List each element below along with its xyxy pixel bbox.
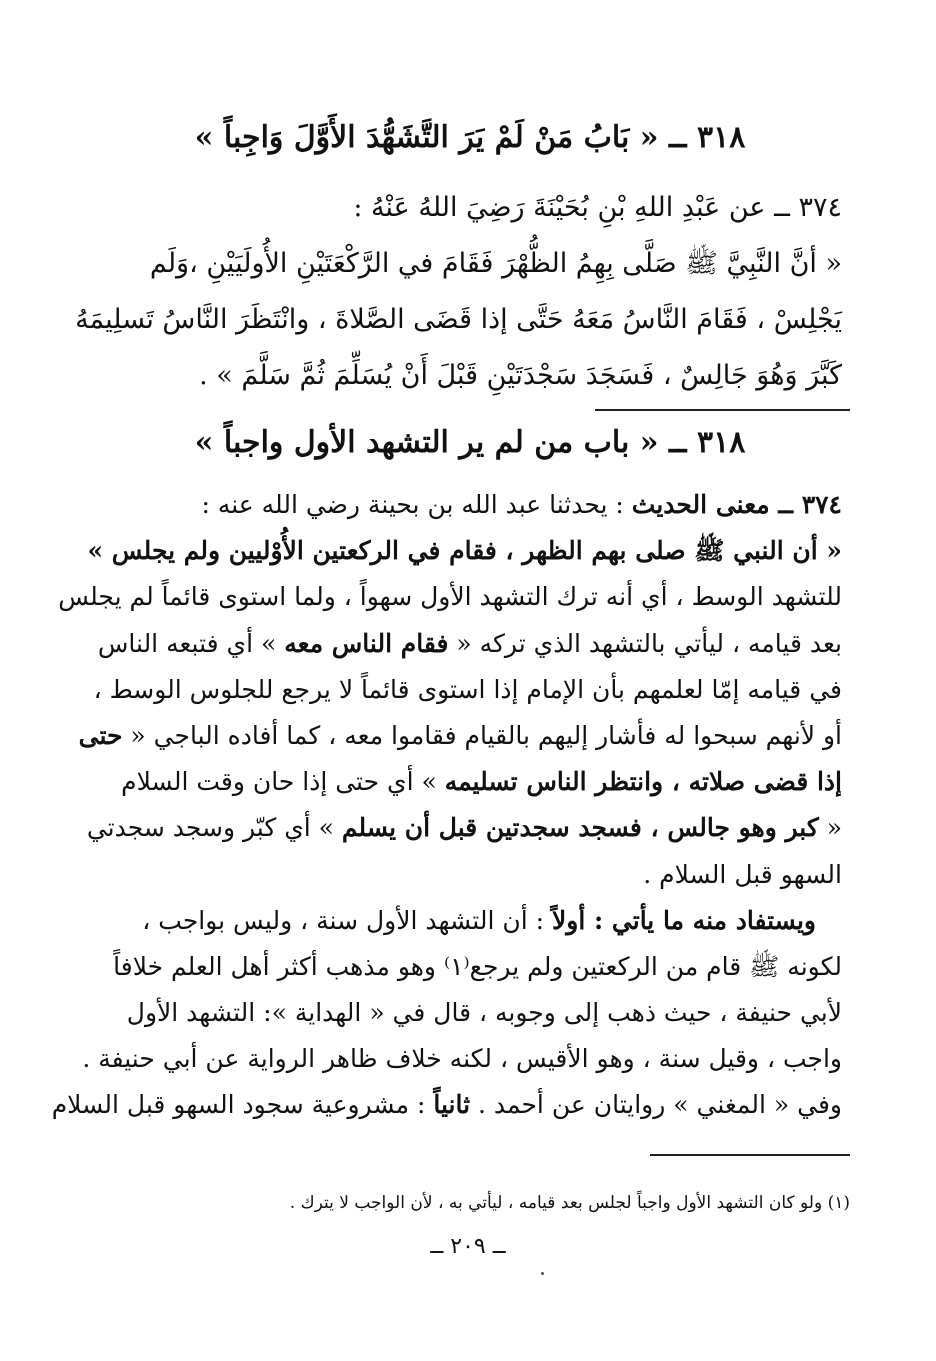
section-divider [595,409,850,411]
page-number: ــ ٢٠٩ ــ [430,1234,506,1259]
hadith-line: ٣٧٤ ــ عن عَبْدِ اللهِ بْنِ بُحَيْنَةَ رَضِيَ اللهُ عَنْهُ : [353,192,842,223]
hadith-line: « أنَّ النَّبِيَّ ﷺ صَلَّى بِهِمُ الظُّهْرَ فَقَامَ في الرَّكْعَتَيْنِ الأُولَيَيْنِ ،وَلَم [149,248,842,279]
footnote-divider [650,1154,850,1156]
commentary-line: لكونه ﷺ قام من الركعتين ولم يرجع⁽١⁾ وهو مذهب أكثر أهل العلم خلافاً [113,951,842,981]
commentary-line: واجب ، وقيل سنة ، وهو الأقيس ، لكنه خلاف ظاهر الرواية عن أبي حنيفة . [82,1044,842,1074]
scan-speck [541,1272,544,1275]
commentary-line: في قيامه إمّا لعلمهم بأن الإمام إذا استوى قائماً لا يرجع للجلوس الوسط ، [93,674,842,704]
commentary-line: ٣٧٤ ــ معنى الحديث : يحدثنا عبد الله بن بحينة رضي الله عنه : [201,490,842,519]
commentary-subheading: ٣٧٤ ــ معنى الحديث [631,490,842,519]
commentary-text [51,482,842,1129]
hadith-line: يَجْلِسْ ، فَقَامَ النَّاسُ مَعَهُ حَتَّى إذا قَضَى الصَّلاةَ ، وانْتَظَرَ النَّاسُ تَسلِيمَهُ [75,304,842,335]
chapter-heading-plain: ٣١٨ ــ « باب من لم ير التشهد الأول واجباً » [194,425,746,460]
commentary-line: ويستفاد منه ما يأتي : أولاً : أن التشهد الأول سنة ، وليس بواجب ، [142,905,816,935]
commentary-line: للتشهد الوسط ، أي أنه ترك التشهد الأول سهواً ، ولما استوى قائماً لم يجلس [58,582,842,612]
commentary-line: لأبي حنيفة ، حيث ذهب إلى وجوبه ، قال في « الهداية »: التشهد الأول [126,998,842,1028]
commentary-line: إذا قضى صلاته ، وانتظر الناس تسليمه » أي حتى إذا حان وقت السلام [121,767,842,797]
hadith-line: كَبَّرَ وَهُوَ جَالِسٌ ، فَسَجَدَ سَجْدَتَيْنِ قَبْلَ أَنْ يُسَلِّمَ ثُمَّ سَلَّمَ » . [199,360,842,391]
commentary-line: « كبر وهو جالس ، فسجد سجدتين قبل أن يسلم » أي كبّر وسجد سجدتي [86,813,842,843]
commentary-line: بعد قيامه ، ليأتي بالتشهد الذي تركه « فقام الناس معه » أي فتبعه الناس [97,628,842,658]
commentary-subheading: ويستفاد منه ما يأتي : أولاً [551,905,816,935]
commentary-line: السهو قبل السلام . [643,859,842,889]
chapter-heading-vocalized: ٣١٨ ــ « بَابُ مَنْ لَمْ يَرَ التَّشَهُّدَ الأَوَّلَ وَاجِباً » [194,120,746,155]
commentary-line: « أن النبي ﷺ صلى بهم الظهر ، فقام في الركعتين الأُوْليين ولم يجلس » [87,536,842,566]
commentary-line: وفي « المغني » روايتان عن أحمد . ثانياً : مشروعية سجود السهو قبل السلام [51,1090,842,1120]
footnote: (١) ولو كان التشهد الأول واجباً لجلس بعد قيامه ، ليأتي به ، لأن الواجب لا يترك . [289,1193,850,1213]
hadith-text [75,180,842,404]
commentary-line: أو لأنهم سبحوا له فأشار إليهم بالقيام فقاموا معه ، كما أفاده الباجي « حتى [78,720,842,750]
